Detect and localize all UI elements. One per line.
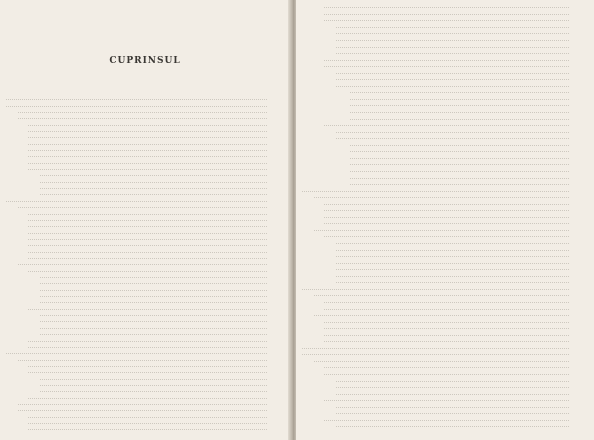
dot-leader bbox=[314, 360, 569, 362]
toc-entry bbox=[26, 426, 278, 432]
dot-leader bbox=[336, 242, 569, 244]
toc-entry bbox=[4, 96, 278, 102]
toc-entry bbox=[322, 201, 580, 207]
toc-entry bbox=[26, 369, 278, 375]
toc-entry bbox=[322, 207, 580, 213]
toc-entry bbox=[38, 299, 278, 305]
toc-entry bbox=[334, 135, 580, 141]
dot-leader bbox=[314, 229, 569, 231]
toc-entry bbox=[312, 312, 580, 318]
dot-leader bbox=[336, 249, 569, 251]
toc-entry bbox=[38, 293, 278, 299]
toc-entry bbox=[300, 286, 580, 292]
toc-entry bbox=[38, 331, 278, 337]
dot-leader bbox=[350, 157, 569, 159]
toc-entry bbox=[334, 70, 580, 76]
toc-entry bbox=[334, 30, 580, 36]
toc-entry bbox=[26, 210, 278, 216]
toc-entry bbox=[16, 204, 278, 210]
toc-entry bbox=[26, 160, 278, 166]
toc-entry bbox=[26, 236, 278, 242]
toc-entry bbox=[16, 356, 278, 362]
toc-entry bbox=[334, 240, 580, 246]
toc-entry bbox=[38, 312, 278, 318]
dot-leader bbox=[28, 346, 267, 348]
dot-leader bbox=[28, 397, 267, 399]
dot-leader bbox=[324, 366, 569, 368]
dot-leader bbox=[28, 232, 267, 234]
dot-leader bbox=[40, 378, 267, 380]
toc-entry bbox=[334, 266, 580, 272]
toc-entry bbox=[348, 168, 580, 174]
dot-leader bbox=[6, 105, 267, 107]
dot-leader bbox=[324, 65, 569, 67]
dot-leader bbox=[40, 333, 267, 335]
dot-leader bbox=[350, 150, 569, 152]
toc-entry bbox=[322, 56, 580, 62]
toc-entry bbox=[38, 318, 278, 324]
toc-entry bbox=[38, 172, 278, 178]
dot-leader bbox=[314, 294, 569, 296]
toc-entry bbox=[300, 345, 580, 351]
toc-entry bbox=[348, 181, 580, 187]
toc-entry bbox=[38, 191, 278, 197]
page-title: CUPRINSUL bbox=[109, 56, 181, 66]
dot-leader bbox=[324, 59, 569, 61]
toc-entry bbox=[26, 128, 278, 134]
toc-entry bbox=[322, 220, 580, 226]
toc-entry bbox=[348, 109, 580, 115]
toc-entry bbox=[322, 122, 580, 128]
dot-leader bbox=[336, 281, 569, 283]
dot-leader bbox=[336, 412, 569, 414]
dot-leader bbox=[336, 393, 569, 395]
dot-leader bbox=[28, 270, 267, 272]
dot-leader bbox=[40, 314, 267, 316]
dot-leader bbox=[324, 13, 569, 15]
dot-leader bbox=[324, 124, 569, 126]
dot-leader bbox=[324, 209, 569, 211]
dot-leader bbox=[302, 347, 569, 349]
dot-leader bbox=[40, 384, 267, 386]
dot-leader bbox=[350, 183, 569, 185]
dot-leader bbox=[336, 46, 569, 48]
right-page bbox=[296, 0, 594, 440]
dot-leader bbox=[336, 255, 569, 257]
dot-leader bbox=[40, 327, 267, 329]
toc-entry bbox=[26, 394, 278, 400]
toc-entry bbox=[334, 24, 580, 30]
dot-leader bbox=[336, 137, 569, 139]
dot-leader bbox=[40, 276, 267, 278]
toc-entry bbox=[16, 109, 278, 115]
dot-leader bbox=[6, 352, 267, 354]
dot-leader bbox=[28, 124, 267, 126]
toc-entry bbox=[334, 410, 580, 416]
toc-entry bbox=[334, 253, 580, 259]
toc-entry bbox=[16, 115, 278, 121]
dot-leader bbox=[40, 282, 267, 284]
dot-leader bbox=[28, 416, 267, 418]
toc-entry bbox=[38, 274, 278, 280]
toc-entry bbox=[26, 217, 278, 223]
toc-entry bbox=[26, 344, 278, 350]
toc-entry bbox=[334, 37, 580, 43]
dot-leader bbox=[324, 373, 569, 375]
toc-entry bbox=[16, 401, 278, 407]
toc-entry bbox=[322, 332, 580, 338]
toc-entry bbox=[348, 115, 580, 121]
toc-entry bbox=[334, 128, 580, 134]
dot-leader bbox=[336, 406, 569, 408]
dot-leader bbox=[302, 288, 569, 290]
dot-leader bbox=[28, 371, 267, 373]
toc-entry bbox=[334, 50, 580, 56]
toc-entry bbox=[26, 134, 278, 140]
dot-leader bbox=[18, 117, 267, 119]
dot-leader bbox=[302, 353, 569, 355]
dot-leader bbox=[324, 327, 569, 329]
dot-leader bbox=[40, 390, 267, 392]
toc-entry bbox=[322, 17, 580, 23]
toc-entry bbox=[334, 279, 580, 285]
dot-leader bbox=[18, 403, 267, 405]
toc-entry bbox=[348, 96, 580, 102]
toc-entry bbox=[322, 299, 580, 305]
toc-entry bbox=[348, 102, 580, 108]
toc-entry bbox=[26, 229, 278, 235]
dot-leader bbox=[18, 111, 267, 113]
toc-entry bbox=[312, 227, 580, 233]
dot-leader bbox=[6, 98, 267, 100]
dot-leader bbox=[324, 6, 569, 8]
dot-leader bbox=[28, 251, 267, 253]
toc-entry bbox=[300, 351, 580, 357]
dot-leader bbox=[28, 422, 267, 424]
dot-leader bbox=[28, 155, 267, 157]
dot-leader bbox=[350, 104, 569, 106]
dot-leader bbox=[28, 168, 267, 170]
dot-leader bbox=[324, 321, 569, 323]
toc-entry bbox=[16, 407, 278, 413]
toc-entry bbox=[322, 11, 580, 17]
toc-entry bbox=[348, 174, 580, 180]
dot-leader bbox=[40, 320, 267, 322]
dot-leader bbox=[314, 196, 569, 198]
toc-entry bbox=[334, 423, 580, 429]
dot-leader bbox=[324, 340, 569, 342]
toc-entry bbox=[334, 246, 580, 252]
dot-leader bbox=[324, 308, 569, 310]
toc-entry bbox=[26, 337, 278, 343]
dot-leader bbox=[28, 365, 267, 367]
dot-leader bbox=[336, 386, 569, 388]
toc-entry bbox=[26, 255, 278, 261]
toc-entry bbox=[322, 318, 580, 324]
dot-leader bbox=[40, 301, 267, 303]
toc-entry bbox=[26, 166, 278, 172]
toc-entry bbox=[26, 223, 278, 229]
dot-leader bbox=[350, 144, 569, 146]
dot-leader bbox=[324, 301, 569, 303]
dot-leader bbox=[28, 213, 267, 215]
dot-leader bbox=[18, 359, 267, 361]
toc-entry bbox=[348, 142, 580, 148]
dot-leader bbox=[40, 174, 267, 176]
toc-entry bbox=[348, 161, 580, 167]
dot-leader bbox=[336, 425, 569, 427]
toc-entry bbox=[322, 214, 580, 220]
toc-entry bbox=[300, 187, 580, 193]
dot-leader bbox=[324, 399, 569, 401]
toc-entry bbox=[38, 325, 278, 331]
toc-entry bbox=[16, 261, 278, 267]
dot-leader bbox=[336, 380, 569, 382]
dot-leader bbox=[324, 216, 569, 218]
toc-entry bbox=[26, 248, 278, 254]
dot-leader bbox=[324, 334, 569, 336]
toc-entry bbox=[334, 83, 580, 89]
dot-leader bbox=[336, 72, 569, 74]
dot-leader bbox=[336, 268, 569, 270]
toc-entry bbox=[334, 404, 580, 410]
dot-leader bbox=[28, 162, 267, 164]
toc-entry bbox=[26, 147, 278, 153]
toc-entry bbox=[322, 4, 580, 10]
toc-entry bbox=[322, 364, 580, 370]
toc-entry bbox=[26, 420, 278, 426]
dot-leader bbox=[350, 177, 569, 179]
dot-leader bbox=[350, 111, 569, 113]
dot-leader bbox=[28, 428, 267, 430]
dot-leader bbox=[350, 163, 569, 165]
toc-entry bbox=[38, 280, 278, 286]
dot-leader bbox=[40, 295, 267, 297]
dot-leader bbox=[336, 52, 569, 54]
dot-leader bbox=[28, 225, 267, 227]
dot-leader bbox=[18, 263, 267, 265]
dot-leader bbox=[350, 98, 569, 100]
dot-leader bbox=[40, 193, 267, 195]
dot-leader bbox=[324, 222, 569, 224]
dot-leader bbox=[336, 85, 569, 87]
dot-leader bbox=[324, 235, 569, 237]
dot-leader bbox=[18, 409, 267, 411]
toc-entry bbox=[312, 358, 580, 364]
dot-leader bbox=[336, 78, 569, 80]
toc-entry bbox=[348, 148, 580, 154]
toc-entry bbox=[334, 390, 580, 396]
dot-leader bbox=[28, 149, 267, 151]
toc-entry bbox=[26, 363, 278, 369]
toc-entry bbox=[312, 194, 580, 200]
toc-entry bbox=[322, 338, 580, 344]
toc-entry bbox=[38, 179, 278, 185]
toc-entry bbox=[322, 417, 580, 423]
dot-leader bbox=[350, 91, 569, 93]
dot-leader bbox=[336, 131, 569, 133]
toc-entry bbox=[4, 198, 278, 204]
dot-leader bbox=[28, 238, 267, 240]
dot-leader bbox=[336, 275, 569, 277]
toc-entry bbox=[334, 384, 580, 390]
dot-leader bbox=[302, 190, 569, 192]
dot-leader bbox=[28, 257, 267, 259]
toc-entry bbox=[4, 102, 278, 108]
toc-entry bbox=[38, 382, 278, 388]
dot-leader bbox=[6, 200, 267, 202]
toc-entry bbox=[26, 140, 278, 146]
dot-leader bbox=[336, 262, 569, 264]
toc-entry bbox=[26, 121, 278, 127]
toc-entry bbox=[334, 273, 580, 279]
toc-entry bbox=[322, 233, 580, 239]
dot-leader bbox=[336, 39, 569, 41]
toc-entry bbox=[26, 153, 278, 159]
dot-leader bbox=[28, 244, 267, 246]
dot-leader bbox=[28, 136, 267, 138]
dot-leader bbox=[336, 26, 569, 28]
toc-entry bbox=[322, 325, 580, 331]
toc-entry bbox=[26, 267, 278, 273]
dot-leader bbox=[324, 419, 569, 421]
toc-entry bbox=[26, 306, 278, 312]
toc-entry bbox=[322, 305, 580, 311]
toc-entry bbox=[334, 377, 580, 383]
toc-entry bbox=[26, 242, 278, 248]
dot-leader bbox=[28, 130, 267, 132]
dot-leader bbox=[314, 314, 569, 316]
toc-entry bbox=[334, 259, 580, 265]
toc-entry bbox=[322, 397, 580, 403]
toc-entry bbox=[38, 375, 278, 381]
left-page bbox=[0, 0, 290, 440]
dot-leader bbox=[40, 289, 267, 291]
toc-entry bbox=[334, 76, 580, 82]
dot-leader bbox=[350, 170, 569, 172]
dot-leader bbox=[336, 32, 569, 34]
toc-entry bbox=[348, 155, 580, 161]
toc-entry bbox=[322, 371, 580, 377]
dot-leader bbox=[28, 308, 267, 310]
toc-entry bbox=[312, 292, 580, 298]
toc-entry bbox=[4, 350, 278, 356]
toc-entry bbox=[38, 388, 278, 394]
dot-leader bbox=[40, 187, 267, 189]
dot-leader bbox=[324, 19, 569, 21]
dot-leader bbox=[28, 143, 267, 145]
dot-leader bbox=[324, 203, 569, 205]
toc-entry bbox=[26, 414, 278, 420]
dot-leader bbox=[28, 340, 267, 342]
toc-entry bbox=[348, 89, 580, 95]
toc-entry bbox=[322, 63, 580, 69]
toc-entry bbox=[38, 287, 278, 293]
dot-leader bbox=[40, 181, 267, 183]
dot-leader bbox=[18, 206, 267, 208]
toc-entry bbox=[38, 185, 278, 191]
toc-entry bbox=[334, 43, 580, 49]
dot-leader bbox=[28, 219, 267, 221]
dot-leader bbox=[350, 118, 569, 120]
